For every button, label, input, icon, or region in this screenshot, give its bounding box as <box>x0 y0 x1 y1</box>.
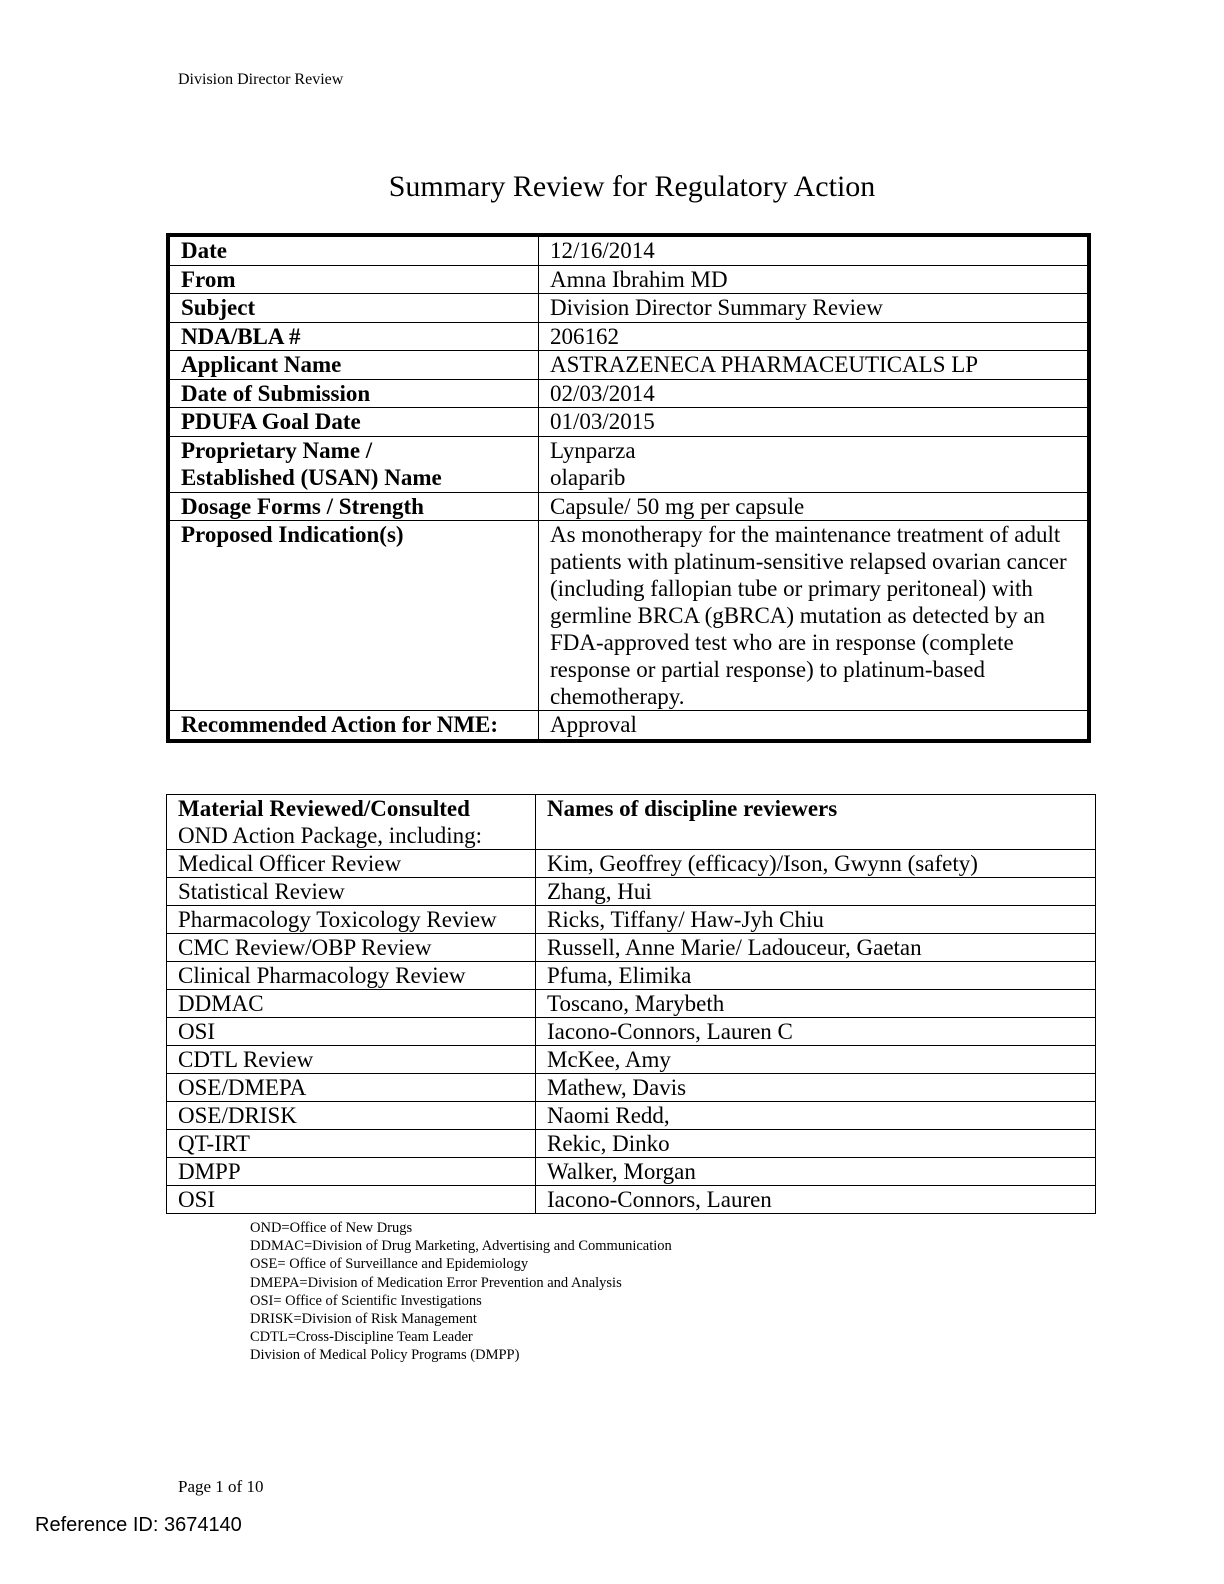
reviewer-names-cell: McKee, Amy <box>536 1046 1096 1074</box>
abbreviation-line: OSE= Office of Surveillance and Epidemiology <box>250 1256 529 1273</box>
material-cell: Pharmacology Toxicology Review <box>167 906 536 934</box>
reviewer-names-cell: Toscano, Marybeth <box>536 990 1096 1018</box>
row-from <box>168 265 1089 294</box>
abbreviation-line: CDTL=Cross-Discipline Team Leader <box>250 1329 473 1346</box>
material-header: Material Reviewed/Consulted <box>178 796 470 821</box>
subject-label: Subject <box>168 294 539 323</box>
row-date <box>168 235 1089 265</box>
reviewer-names-cell: Rekic, Dinko <box>536 1130 1096 1158</box>
reviewer-row <box>167 906 1096 934</box>
page-title: Summary Review for Regulatory Action <box>388 170 876 203</box>
row-submission-date <box>168 379 1089 408</box>
material-cell: OSE/DRISK <box>167 1102 536 1130</box>
reviewer-names-cell: Walker, Morgan <box>536 1158 1096 1186</box>
reviewer-row <box>167 1074 1096 1102</box>
material-cell: CMC Review/OBP Review <box>167 934 536 962</box>
abbreviation-line: Division of Medical Policy Programs (DMPP) <box>250 1347 520 1364</box>
material-cell: OSI <box>167 1018 536 1046</box>
reviewer-row <box>167 850 1096 878</box>
material-cell: DMPP <box>167 1158 536 1186</box>
reviewer-names-cell: Iacono-Connors, Lauren <box>536 1186 1096 1214</box>
reviewers-header-row <box>167 795 1096 850</box>
material-cell: CDTL Review <box>167 1046 536 1074</box>
applicant-label: Applicant Name <box>168 351 539 380</box>
applicant-value: ASTRAZENECA PHARMACEUTICALS LP <box>539 351 1090 380</box>
reference-id: Reference ID: 3674140 <box>35 1514 242 1536</box>
material-cell: Medical Officer Review <box>167 850 536 878</box>
names-label <box>168 436 539 492</box>
running-header: Division Director Review <box>178 71 344 88</box>
abbreviation-line: DMEPA=Division of Medication Error Prevention and Analysis <box>250 1274 622 1291</box>
names-label-line2: Established (USAN) Name <box>181 465 442 490</box>
reviewer-names-cell: Pfuma, Elimika <box>536 962 1096 990</box>
reviewer-names-cell: Mathew, Davis <box>536 1074 1096 1102</box>
action-value: Approval <box>539 711 1090 741</box>
row-indication <box>168 521 1089 711</box>
nda-label: NDA/BLA # <box>168 322 539 351</box>
action-label: Recommended Action for NME: <box>168 711 539 741</box>
names-header: Names of discipline reviewers <box>547 796 838 821</box>
reviewer-row <box>167 1046 1096 1074</box>
reviewer-names-cell: Russell, Anne Marie/ Ladouceur, Gaetan <box>536 934 1096 962</box>
material-cell: Statistical Review <box>167 878 536 906</box>
reviewer-row <box>167 1186 1096 1214</box>
from-value: Amna Ibrahim MD <box>539 265 1090 294</box>
from-label: From <box>168 265 539 294</box>
material-cell: DDMAC <box>167 990 536 1018</box>
pdufa-value: 01/03/2015 <box>539 408 1090 437</box>
abbreviation-line: OND=Office of New Drugs <box>250 1220 413 1236</box>
material-subheader: OND Action Package, including: <box>178 823 483 848</box>
proprietary-name: Lynparza <box>550 437 636 463</box>
abbreviation-line: OSI= Office of Scientific Investigations <box>250 1292 482 1309</box>
reviewer-names-cell: Zhang, Hui <box>536 878 1096 906</box>
abbreviations-list <box>250 1219 672 1365</box>
reviewer-row <box>167 934 1096 962</box>
indication-label: Proposed Indication(s) <box>168 521 539 711</box>
pdufa-label: PDUFA Goal Date <box>168 408 539 437</box>
reviewer-row <box>167 1158 1096 1186</box>
row-dosage <box>168 492 1089 521</box>
material-cell: OSI <box>167 1186 536 1214</box>
page-number: Page 1 of 10 <box>178 1477 264 1496</box>
row-applicant <box>168 351 1089 380</box>
reviewer-row <box>167 990 1096 1018</box>
reviewer-names-cell: Iacono-Connors, Lauren C <box>536 1018 1096 1046</box>
submission-date-label: Date of Submission <box>168 379 539 408</box>
reviewer-names-cell: Ricks, Tiffany/ Haw-Jyh Chiu <box>536 906 1096 934</box>
reviewer-row <box>167 1130 1096 1158</box>
indication-value: As monotherapy for the maintenance treatment of adult patients with platinum-sensitive relapsed ovarian cancer (including fallopian tube or primary peritoneal) with germline BRCA (gBRCA) mutation as detected by an FDA-approved test who are in response (complete response or partial response) to platinum-based chemotherapy. <box>539 521 1090 711</box>
row-action <box>168 711 1089 741</box>
names-value <box>539 436 1090 492</box>
submission-date-value: 02/03/2014 <box>539 379 1090 408</box>
reviewer-row <box>167 962 1096 990</box>
row-subject <box>168 294 1089 323</box>
date-label: Date <box>168 235 539 265</box>
reviewer-names-cell: Naomi Redd, <box>536 1102 1096 1130</box>
reviewer-row <box>167 1102 1096 1130</box>
date-value: 12/16/2014 <box>539 235 1090 265</box>
subject-value: Division Director Summary Review <box>539 294 1090 323</box>
reviewers-table <box>166 794 1096 1214</box>
reviewer-names-cell: Kim, Geoffrey (efficacy)/Ison, Gwynn (safety) <box>536 850 1096 878</box>
reviewer-row <box>167 878 1096 906</box>
row-names <box>168 436 1089 492</box>
abbreviation-line: DRISK=Division of Risk Management <box>250 1311 477 1328</box>
row-pdufa <box>168 408 1089 437</box>
reviewer-row <box>167 1018 1096 1046</box>
summary-table <box>166 233 1091 743</box>
established-name: olaparib <box>550 465 626 490</box>
names-header-cell <box>536 795 1096 850</box>
material-cell: QT-IRT <box>167 1130 536 1158</box>
material-header-cell <box>167 795 536 850</box>
material-cell: OSE/DMEPA <box>167 1074 536 1102</box>
abbreviation-line: DDMAC=Division of Drug Marketing, Advertising and Communication <box>250 1238 672 1255</box>
material-cell: Clinical Pharmacology Review <box>167 962 536 990</box>
names-label-line1: Proprietary Name / <box>181 437 373 463</box>
dosage-value: Capsule/ 50 mg per capsule <box>539 492 1090 521</box>
nda-value: 206162 <box>539 322 1090 351</box>
dosage-label: Dosage Forms / Strength <box>168 492 539 521</box>
row-nda <box>168 322 1089 351</box>
